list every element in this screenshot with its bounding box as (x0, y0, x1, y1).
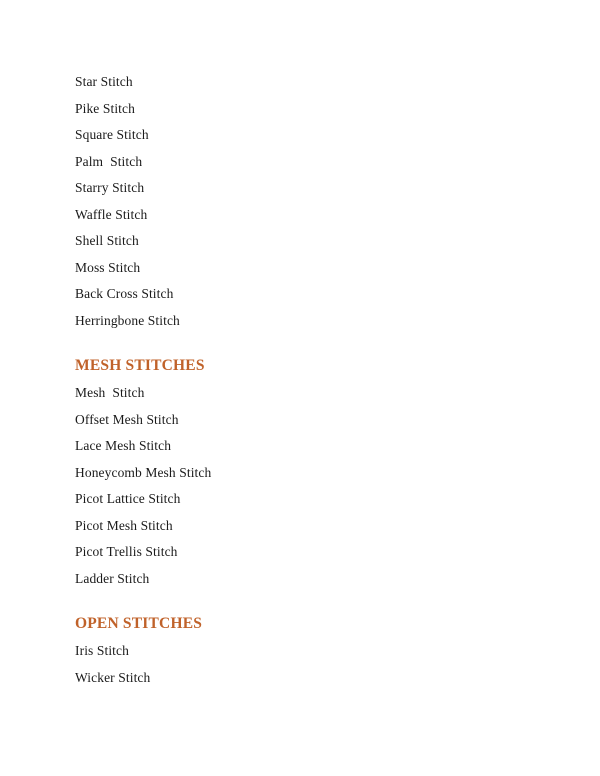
list-item: Wicker Stitch (75, 669, 151, 685)
list-item: Picot Mesh Stitch (75, 517, 173, 533)
list-item: Honeycomb Mesh Stitch (75, 464, 212, 480)
section-gap (75, 592, 545, 609)
list-item: Square Stitch (75, 127, 149, 142)
list-item: Moss Stitch (75, 259, 141, 275)
list-item: Star Stitch (75, 74, 133, 89)
list-item: Pike Stitch (75, 100, 135, 116)
section-heading-open-stitches: OPEN STITCHES (75, 615, 203, 632)
list-item: Palm Stitch (75, 153, 143, 169)
list-item: Picot Lattice Stitch (75, 491, 181, 506)
list-item: Mesh Stitch (75, 385, 145, 400)
document-page (75, 69, 545, 691)
list-item: Back Cross Stitch (75, 286, 174, 301)
list-item: Iris Stitch (75, 643, 129, 658)
list-item: Lace Mesh Stitch (75, 438, 172, 453)
stitch-list-mesh (75, 380, 545, 592)
list-item: Shell Stitch (75, 233, 139, 248)
stitch-list-open (75, 638, 545, 691)
list-item: Picot Trellis Stitch (75, 544, 178, 559)
stitch-list-top (75, 69, 545, 334)
list-item: Offset Mesh Stitch (75, 411, 179, 427)
list-item: Herringbone Stitch (75, 312, 180, 328)
section-heading-mesh-stitches: MESH STITCHES (75, 357, 205, 374)
list-item: Ladder Stitch (75, 570, 150, 586)
list-item: Waffle Stitch (75, 206, 148, 222)
list-item: Starry Stitch (75, 180, 145, 195)
section-gap (75, 334, 545, 351)
